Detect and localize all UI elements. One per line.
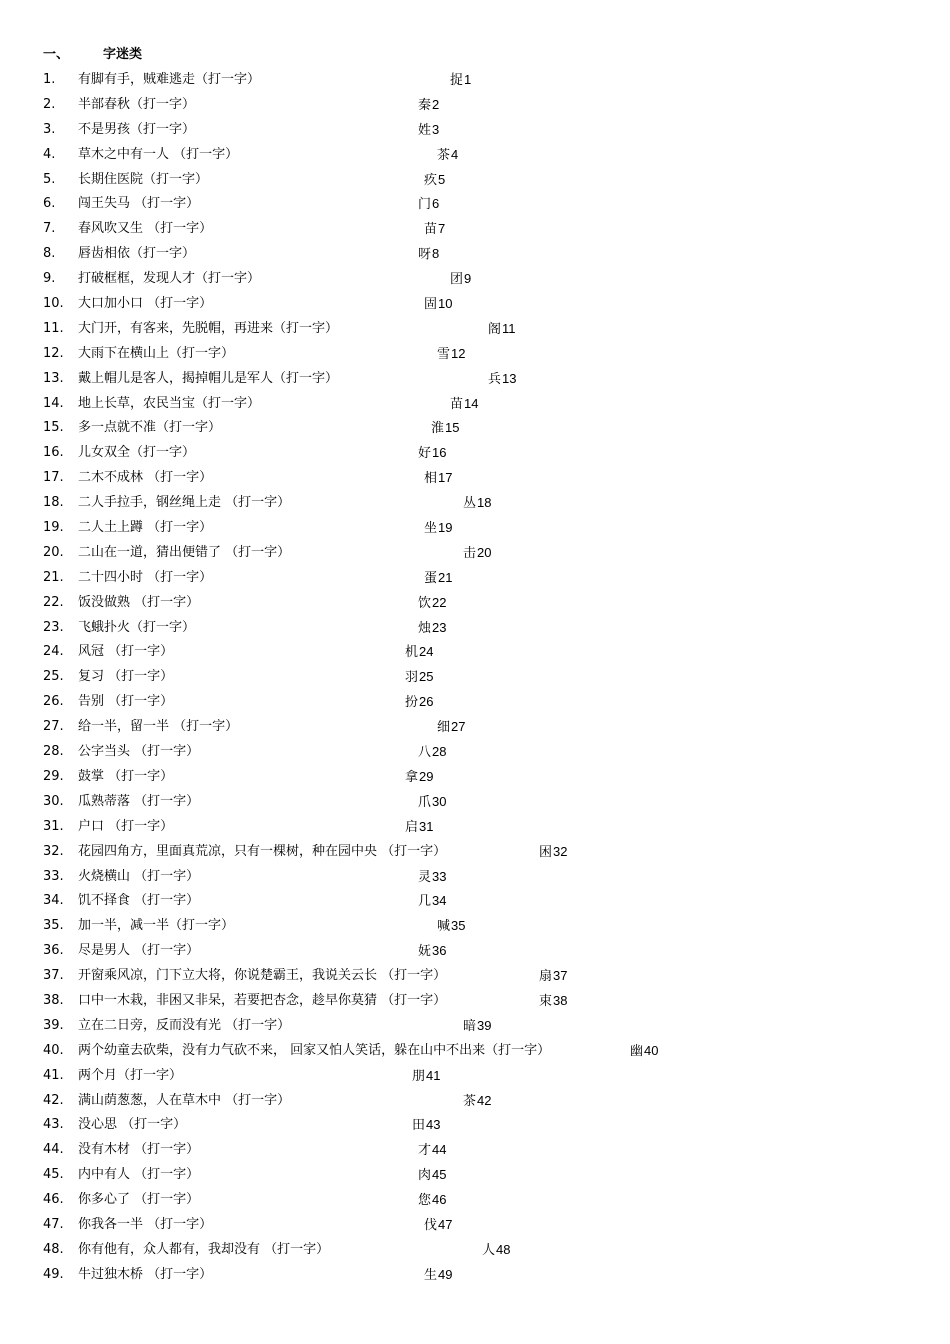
answer-number: 34 [432, 893, 447, 909]
answer-character: 淮 [431, 421, 445, 437]
list-item [0, 941, 950, 966]
list-item [0, 369, 950, 394]
list-item [0, 667, 950, 692]
item-number: 42. [43, 1092, 64, 1108]
answer-character: 暗 [463, 1018, 477, 1034]
list-item [0, 618, 950, 643]
riddle-question: 鼓掌 （打一字） [78, 768, 174, 784]
item-number: 39. [43, 1017, 64, 1033]
answer-number: 43 [426, 1117, 441, 1133]
section-heading [43, 46, 142, 64]
item-number: 16. [43, 445, 64, 461]
list-item [0, 1091, 950, 1116]
list-item [0, 70, 950, 95]
riddle-list [0, 70, 950, 1290]
answer-number: 38 [553, 992, 568, 1008]
list-item [0, 120, 950, 145]
item-number: 28. [43, 744, 64, 760]
item-number: 8. [43, 246, 56, 262]
list-item [0, 1265, 950, 1290]
answer-number: 40 [644, 1042, 659, 1058]
item-number: 14. [43, 395, 64, 411]
riddle-question: 内中有人 （打一字） [78, 1167, 200, 1183]
answer-character: 羽 [405, 670, 419, 686]
list-item [0, 692, 950, 717]
list-item [0, 568, 950, 593]
riddle-question: 牛过独木桥 （打一字） [78, 1266, 213, 1282]
riddle-answer [418, 443, 446, 464]
list-item [0, 717, 950, 742]
item-number: 27. [43, 719, 64, 735]
answer-character: 苗 [424, 222, 438, 238]
list-item [0, 244, 950, 269]
item-number: 41. [43, 1067, 64, 1083]
answer-character: 您 [418, 1193, 432, 1209]
list-item [0, 817, 950, 842]
list-item [0, 1016, 950, 1041]
list-item [0, 1041, 950, 1066]
list-item [0, 95, 950, 120]
answer-character: 蛋 [424, 570, 438, 586]
list-item [0, 219, 950, 244]
answer-number: 26 [419, 694, 434, 710]
list-item [0, 991, 950, 1016]
answer-number: 9 [464, 271, 472, 287]
answer-character: 扇 [539, 969, 553, 985]
answer-character: 相 [424, 471, 438, 487]
answer-number: 42 [477, 1092, 492, 1108]
item-number: 29. [43, 768, 64, 784]
list-item [0, 1115, 950, 1140]
riddle-answer [424, 219, 445, 240]
answer-character: 捉 [450, 73, 464, 88]
riddle-answer [539, 842, 567, 863]
riddle-answer [463, 493, 491, 514]
list-item [0, 443, 950, 468]
riddle-question: 大口加小口 （打一字） [78, 296, 213, 312]
answer-number: 24 [419, 644, 434, 660]
answer-number: 21 [438, 569, 453, 585]
answer-number: 5 [438, 171, 446, 187]
riddle-question: 半部春秋（打一字） [78, 96, 196, 112]
answer-number: 3 [432, 121, 440, 137]
answer-character: 困 [539, 844, 553, 860]
answer-number: 12 [451, 345, 466, 361]
riddle-answer [424, 518, 452, 539]
item-number: 36. [43, 943, 64, 959]
riddle-question: 飞蛾扑火（打一字） [78, 619, 196, 635]
riddle-question: 草木之中有一人 （打一字） [78, 146, 239, 162]
riddle-answer [418, 891, 446, 912]
riddle-answer [418, 194, 439, 215]
item-number: 35. [43, 918, 64, 934]
answer-number: 4 [451, 146, 459, 162]
item-number: 37. [43, 968, 64, 984]
answer-character: 肉 [418, 1168, 432, 1184]
riddle-answer [539, 991, 567, 1012]
list-item [0, 543, 950, 568]
answer-character: 固 [424, 297, 438, 313]
answer-number: 13 [502, 370, 517, 386]
riddle-answer [463, 1016, 491, 1037]
riddle-answer [424, 468, 452, 489]
answer-number: 35 [451, 918, 466, 934]
answer-character: 爪 [418, 794, 432, 810]
riddle-question: 给一半，留一半 （打一字） [78, 719, 239, 735]
answer-character: 烛 [418, 620, 432, 636]
riddle-question: 户口 （打一字） [78, 818, 174, 834]
list-item [0, 468, 950, 493]
answer-number: 31 [419, 818, 434, 834]
list-item [0, 294, 950, 319]
riddle-answer [424, 1215, 452, 1236]
riddle-question: 二十四小时 （打一字） [78, 569, 213, 585]
item-number: 49. [43, 1266, 64, 1282]
riddle-question: 你我各一半 （打一字） [78, 1216, 213, 1232]
answer-number: 15 [445, 420, 460, 436]
answer-character: 团 [450, 272, 464, 288]
riddle-answer [482, 1240, 510, 1261]
item-number: 32. [43, 843, 64, 859]
answer-number: 14 [464, 395, 479, 411]
item-number: 44. [43, 1142, 64, 1158]
riddle-answer [437, 344, 465, 365]
answer-character: 才 [418, 1143, 432, 1159]
answer-character: 击 [463, 545, 477, 561]
item-number: 40. [43, 1042, 64, 1058]
answer-character: 兵 [488, 371, 502, 387]
answer-character: 坐 [424, 521, 438, 537]
list-item [0, 593, 950, 618]
answer-character: 茶 [437, 147, 451, 163]
answer-character: 饮 [418, 595, 432, 611]
list-item [0, 394, 950, 419]
answer-character: 幽 [630, 1043, 644, 1059]
riddle-answer [488, 369, 516, 390]
item-number: 43. [43, 1117, 64, 1133]
list-item [0, 1140, 950, 1165]
answer-character: 灵 [418, 869, 432, 885]
riddle-answer [463, 543, 491, 564]
riddle-question: 长期住医院（打一字） [78, 171, 209, 187]
list-item [0, 418, 950, 443]
list-item [0, 1215, 950, 1240]
item-number: 20. [43, 544, 64, 560]
riddle-question: 口中一木栽，非困又非呆，若要把杏念，趁早你莫猜 （打一字） [78, 992, 447, 1008]
answer-number: 6 [432, 196, 440, 212]
answer-number: 33 [432, 868, 447, 884]
riddle-question: 花园四角方，里面真荒凉，只有一棵树，种在园中央 （打一字） [78, 843, 447, 859]
answer-character: 门 [418, 197, 432, 213]
answer-number: 45 [432, 1167, 447, 1183]
list-item [0, 916, 950, 941]
answer-character: 机 [405, 645, 419, 661]
answer-number: 48 [496, 1241, 511, 1257]
item-number: 26. [43, 694, 64, 710]
item-number: 1. [43, 72, 56, 87]
answer-number: 17 [438, 470, 453, 486]
answer-number: 1 [464, 72, 472, 87]
item-number: 30. [43, 793, 64, 809]
item-number: 22. [43, 594, 64, 610]
list-item [0, 194, 950, 219]
item-number: 7. [43, 221, 56, 237]
answer-number: 39 [477, 1017, 492, 1033]
riddle-answer [418, 941, 446, 962]
answer-number: 10 [438, 296, 453, 312]
riddle-answer [418, 792, 446, 813]
riddle-answer [437, 145, 458, 166]
answer-number: 7 [438, 221, 446, 237]
riddle-answer [488, 319, 516, 340]
answer-character: 伐 [424, 1217, 438, 1233]
list-item [0, 170, 950, 195]
answer-number: 27 [451, 719, 466, 735]
answer-number: 23 [432, 619, 447, 635]
item-number: 18. [43, 495, 64, 511]
riddle-question: 风冠 （打一字） [78, 644, 174, 660]
answer-character: 茶 [463, 1093, 477, 1109]
riddle-answer [437, 717, 465, 738]
list-item [0, 792, 950, 817]
riddle-question: 有脚有手，贼难逃走（打一字） [78, 72, 261, 87]
riddle-question: 二木不成林 （打一字） [78, 470, 213, 486]
answer-character: 人 [482, 1242, 496, 1258]
riddle-question: 没心思 （打一字） [78, 1117, 187, 1133]
item-number: 5. [43, 171, 56, 187]
list-item [0, 493, 950, 518]
answer-number: 49 [438, 1266, 453, 1282]
riddle-question: 儿女双全（打一字） [78, 445, 196, 461]
list-item [0, 1240, 950, 1265]
riddle-question: 饭没做熟 （打一字） [78, 594, 200, 610]
answer-character: 妩 [418, 944, 432, 960]
riddle-question: 加一半，减一半（打一字） [78, 918, 235, 934]
item-number: 13. [43, 370, 64, 386]
answer-character: 丛 [463, 496, 477, 512]
riddle-question: 两个月（打一字） [78, 1067, 183, 1083]
riddle-answer [431, 418, 459, 439]
list-item [0, 767, 950, 792]
riddle-question: 二人土上蹲 （打一字） [78, 520, 213, 536]
riddle-question: 公字当头 （打一字） [78, 744, 200, 760]
item-number: 24. [43, 644, 64, 660]
answer-number: 8 [432, 246, 440, 262]
riddle-question: 没有木材 （打一字） [78, 1142, 200, 1158]
answer-number: 28 [432, 744, 447, 760]
section-number: 一、 [43, 47, 70, 62]
answer-character: 生 [424, 1267, 438, 1283]
riddle-question: 二人手拉手，钢丝绳上走 （打一字） [78, 495, 291, 511]
riddle-question: 不是男孩（打一字） [78, 121, 196, 137]
riddle-answer [437, 916, 465, 937]
riddle-question: 瓜熟蒂落 （打一字） [78, 793, 200, 809]
answer-character: 喊 [437, 919, 451, 935]
answer-number: 29 [419, 768, 434, 784]
item-number: 25. [43, 669, 64, 685]
answer-character: 八 [418, 745, 432, 761]
answer-number: 44 [432, 1142, 447, 1158]
item-number: 15. [43, 420, 64, 436]
riddle-answer [405, 642, 433, 663]
answer-number: 36 [432, 943, 447, 959]
item-number: 38. [43, 992, 64, 1008]
answer-number: 32 [553, 843, 568, 859]
answer-number: 19 [438, 520, 453, 536]
list-item [0, 269, 950, 294]
item-number: 11. [43, 320, 64, 336]
riddle-answer [418, 120, 439, 141]
answer-character: 好 [418, 446, 432, 462]
answer-character: 田 [412, 1118, 426, 1134]
answer-number: 37 [553, 968, 568, 984]
section-title: 字迷类 [103, 47, 143, 62]
riddle-question: 你有他有，众人都有，我却没有 （打一字） [78, 1241, 330, 1257]
riddle-answer [450, 269, 471, 290]
item-number: 46. [43, 1192, 64, 1208]
list-item [0, 966, 950, 991]
riddle-answer [463, 1091, 491, 1112]
riddle-question: 饥不择食 （打一字） [78, 893, 200, 909]
list-item [0, 842, 950, 867]
item-number: 2. [43, 96, 56, 112]
answer-character: 苗 [450, 396, 464, 412]
list-item [0, 867, 950, 892]
riddle-question: 唇齿相依（打一字） [78, 246, 196, 262]
riddle-question: 复习 （打一字） [78, 669, 174, 685]
answer-character: 几 [418, 894, 432, 910]
list-item [0, 319, 950, 344]
item-number: 17. [43, 470, 64, 486]
list-item [0, 1165, 950, 1190]
item-number: 9. [43, 271, 56, 287]
riddle-question: 尽是男人 （打一字） [78, 943, 200, 959]
list-item [0, 1190, 950, 1215]
riddle-answer [418, 593, 446, 614]
answer-number: 20 [477, 544, 492, 560]
item-number: 23. [43, 619, 64, 635]
answer-number: 2 [432, 96, 440, 112]
riddle-question: 春风吹又生 （打一字） [78, 221, 213, 237]
answer-character: 雪 [437, 346, 451, 362]
item-number: 48. [43, 1241, 64, 1257]
riddle-answer [450, 70, 471, 91]
answer-character: 扮 [405, 695, 419, 711]
riddle-answer [418, 244, 439, 265]
answer-character: 姓 [418, 122, 432, 138]
answer-number: 47 [438, 1216, 453, 1232]
answer-number: 18 [477, 495, 492, 511]
riddle-answer [424, 1265, 452, 1286]
riddle-question: 戴上帽儿是客人，揭掉帽儿是军人（打一字） [78, 370, 339, 386]
item-number: 6. [43, 196, 56, 212]
riddle-answer [539, 966, 567, 987]
list-item [0, 1066, 950, 1091]
item-number: 31. [43, 818, 64, 834]
riddle-answer [418, 1190, 446, 1211]
answer-number: 41 [426, 1067, 441, 1083]
riddle-answer [424, 568, 452, 589]
list-item [0, 742, 950, 767]
riddle-question: 打破框框，发现人才（打一字） [78, 271, 261, 287]
riddle-question: 闯王失马 （打一字） [78, 196, 200, 212]
item-number: 33. [43, 868, 64, 884]
riddle-question: 地上长草，农民当宝（打一字） [78, 395, 261, 411]
item-number: 12. [43, 345, 64, 361]
riddle-answer [405, 817, 433, 838]
riddle-question: 多一点就不准（打一字） [78, 420, 222, 436]
answer-number: 46 [432, 1192, 447, 1208]
riddle-question: 火烧横山 （打一字） [78, 868, 200, 884]
riddle-question: 二山在一道，猜出便错了 （打一字） [78, 544, 291, 560]
riddle-question: 大门开，有客来，先脱帽，再进来（打一字） [78, 320, 339, 336]
riddle-answer [418, 618, 446, 639]
riddle-answer [405, 667, 433, 688]
answer-number: 25 [419, 669, 434, 685]
list-item [0, 518, 950, 543]
answer-character: 拿 [405, 769, 419, 785]
riddle-answer [418, 95, 439, 116]
list-item [0, 891, 950, 916]
answer-character: 束 [539, 993, 553, 1009]
riddle-question: 大雨下在横山上（打一字） [78, 345, 235, 361]
riddle-answer [630, 1041, 658, 1062]
riddle-answer [412, 1066, 440, 1087]
riddle-answer [418, 1165, 446, 1186]
list-item [0, 145, 950, 170]
riddle-question: 立在二日旁，反而没有光 （打一字） [78, 1017, 291, 1033]
item-number: 21. [43, 569, 64, 585]
riddle-answer [405, 692, 433, 713]
item-number: 19. [43, 520, 64, 536]
riddle-answer [424, 170, 445, 191]
answer-character: 呀 [418, 247, 432, 263]
answer-number: 11 [502, 320, 516, 336]
item-number: 4. [43, 146, 56, 162]
riddle-answer [418, 867, 446, 888]
item-number: 34. [43, 893, 64, 909]
answer-character: 秦 [418, 97, 432, 113]
answer-character: 阁 [488, 321, 502, 337]
riddle-answer [418, 1140, 446, 1161]
riddle-question: 你多心了 （打一字） [78, 1192, 200, 1208]
riddle-question: 满山荫葱葱，人在草木中 （打一字） [78, 1092, 291, 1108]
item-number: 10. [43, 296, 64, 312]
item-number: 3. [43, 121, 56, 137]
list-item [0, 344, 950, 369]
answer-number: 22 [432, 594, 447, 610]
item-number: 47. [43, 1216, 64, 1232]
riddle-answer [418, 742, 446, 763]
answer-number: 30 [432, 793, 447, 809]
answer-character: 朋 [412, 1068, 426, 1084]
riddle-question: 两个幼童去砍柴，没有力气砍不来， 回家又怕人笑话，躲在山中不出来（打一字） [78, 1042, 551, 1058]
riddle-answer [424, 294, 452, 315]
answer-character: 疚 [424, 172, 438, 188]
list-item [0, 642, 950, 667]
riddle-question: 开窗乘风凉，门下立大将，你说楚霸王，我说关云长 （打一字） [78, 968, 447, 984]
item-number: 45. [43, 1167, 64, 1183]
riddle-question: 告别 （打一字） [78, 694, 174, 710]
riddle-answer [450, 394, 478, 415]
answer-number: 16 [432, 445, 447, 461]
answer-character: 细 [437, 720, 451, 736]
answer-character: 启 [405, 819, 419, 835]
riddle-answer [412, 1115, 440, 1136]
riddle-answer [405, 767, 433, 788]
